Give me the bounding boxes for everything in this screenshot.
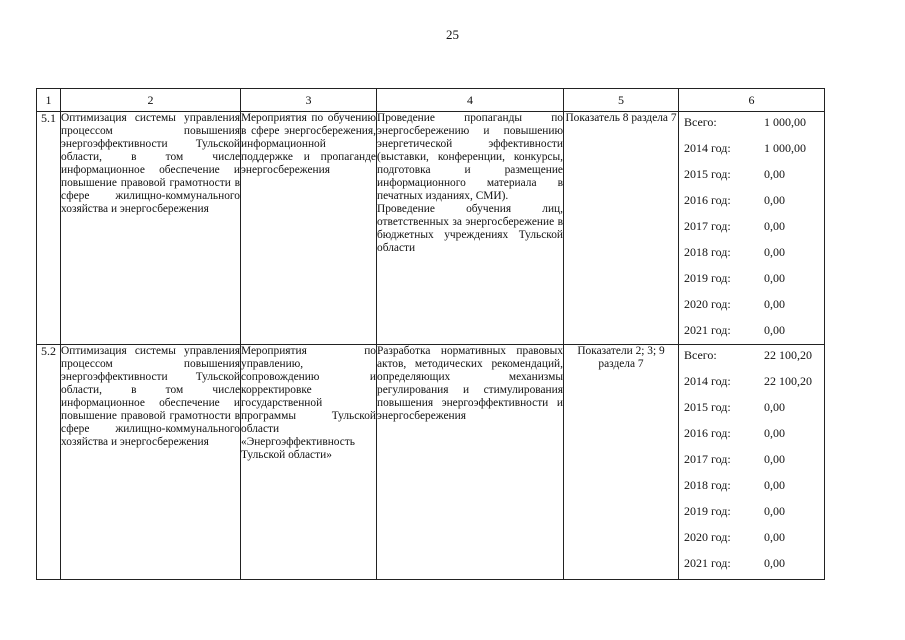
financing-label: 2015 год: [684,400,731,414]
description-cell [377,345,564,580]
financing-label: 2020 год: [684,530,731,544]
page-number: 25 [446,27,459,42]
financing-label: 2021 год: [684,323,731,337]
financing-row [684,453,824,479]
financing-row [684,375,824,401]
activity-cell [241,112,377,345]
financing-label: Всего: [684,115,717,129]
financing-label: 2017 год: [684,219,731,233]
financing-label: 2017 год: [684,452,731,466]
financing-value: 0,00 [764,297,785,311]
financing-value: 22 100,20 [764,348,812,362]
financing-row [684,349,824,375]
column-header: 4 [377,89,564,112]
description-text: Разработка нормативных правовых актов, методических рекомендаций, определяющих механизмы регулирования и стимулирования повышения энергоэффективности и энергосбережения [377,345,563,422]
description-cell [377,112,564,345]
financing-value: 0,00 [764,504,785,518]
financing-value: 0,00 [764,556,785,570]
financing-value: 0,00 [764,245,785,259]
activity-text: Мероприятия по обучению в сфере энергосбережения, информационной поддержке и пропаганде энергосбережения [241,112,376,176]
column-header: 5 [564,89,679,112]
financing-label: 2018 год: [684,478,731,492]
description-text: Проведение обучения лиц, ответственных за энергосбережение в бюджетных учреждениях Тульской области [377,203,563,254]
goal-text: Оптимизация системы управления процессом повышения энергоэффективности Тульской области, в том числе информационное обеспечение и повышение правовой грамотности в сфере жилищно-коммунального хозяйства и энергосбережения [61,345,240,448]
financing-value: 0,00 [764,400,785,414]
financing-row [684,116,824,142]
row-number: 5.2 [37,345,61,580]
table-row [37,345,825,580]
table-row [37,112,825,345]
goal-cell [61,112,241,345]
column-header: 1 [37,89,61,112]
financing-value: 0,00 [764,271,785,285]
financing-row [684,324,824,344]
financing-value: 0,00 [764,530,785,544]
program-activities-table [36,88,825,580]
indicator-cell: Показатели 2; 3; 9 раздела 7 [564,345,679,580]
financing-label: 2014 год: [684,374,731,388]
financing-value: 0,00 [764,193,785,207]
financing-cell [679,345,825,580]
financing-label: 2016 год: [684,193,731,207]
financing-row [684,531,824,557]
financing-row [684,168,824,194]
financing-value: 0,00 [764,323,785,337]
financing-row [684,505,824,531]
financing-value: 0,00 [764,478,785,492]
financing-row [684,272,824,298]
table-header-row [37,89,825,112]
financing-row [684,194,824,220]
financing-row [684,557,824,577]
financing-value: 0,00 [764,167,785,181]
financing-value: 0,00 [764,219,785,233]
financing-label: Всего: [684,348,717,362]
column-header: 6 [679,89,825,112]
financing-row [684,479,824,505]
financing-label: 2014 год: [684,141,731,155]
financing-value: 0,00 [764,426,785,440]
activity-cell [241,345,377,580]
financing-value: 22 100,20 [764,374,812,388]
financing-cell [679,112,825,345]
financing-label: 2015 год: [684,167,731,181]
financing-label: 2019 год: [684,504,731,518]
financing-row [684,246,824,272]
description-text: Проведение пропаганды по энергосбережению и повышению энергетической эффективности (выставки, конференции, конкурсы, подготовка и размещение информационного материала в печатных изданиях, СМИ). [377,112,563,202]
financing-row [684,427,824,453]
row-number: 5.1 [37,112,61,345]
financing-value: 1 000,00 [764,115,806,129]
financing-label: 2021 год: [684,556,731,570]
financing-label: 2016 год: [684,426,731,440]
financing-label: 2020 год: [684,297,731,311]
financing-row [684,142,824,168]
financing-label: 2018 год: [684,245,731,259]
column-header: 2 [61,89,241,112]
financing-label: 2019 год: [684,271,731,285]
goal-cell [61,345,241,580]
financing-value: 0,00 [764,452,785,466]
financing-row [684,298,824,324]
financing-row [684,401,824,427]
financing-row [684,220,824,246]
indicator-cell: Показатель 8 раздела 7 [564,112,679,345]
financing-value: 1 000,00 [764,141,806,155]
goal-text: Оптимизация системы управления процессом повышения энергоэффективности Тульской области, в том числе информационное обеспечение и повышение правовой грамотности в сфере жилищно-коммунального хозяйства и энергосбережения [61,112,240,215]
column-header: 3 [241,89,377,112]
activity-text: Мероприятия по управлению, сопровождению и корректировке государственной программы Тульской области «Энергоэффективность Тульской области» [241,345,376,461]
